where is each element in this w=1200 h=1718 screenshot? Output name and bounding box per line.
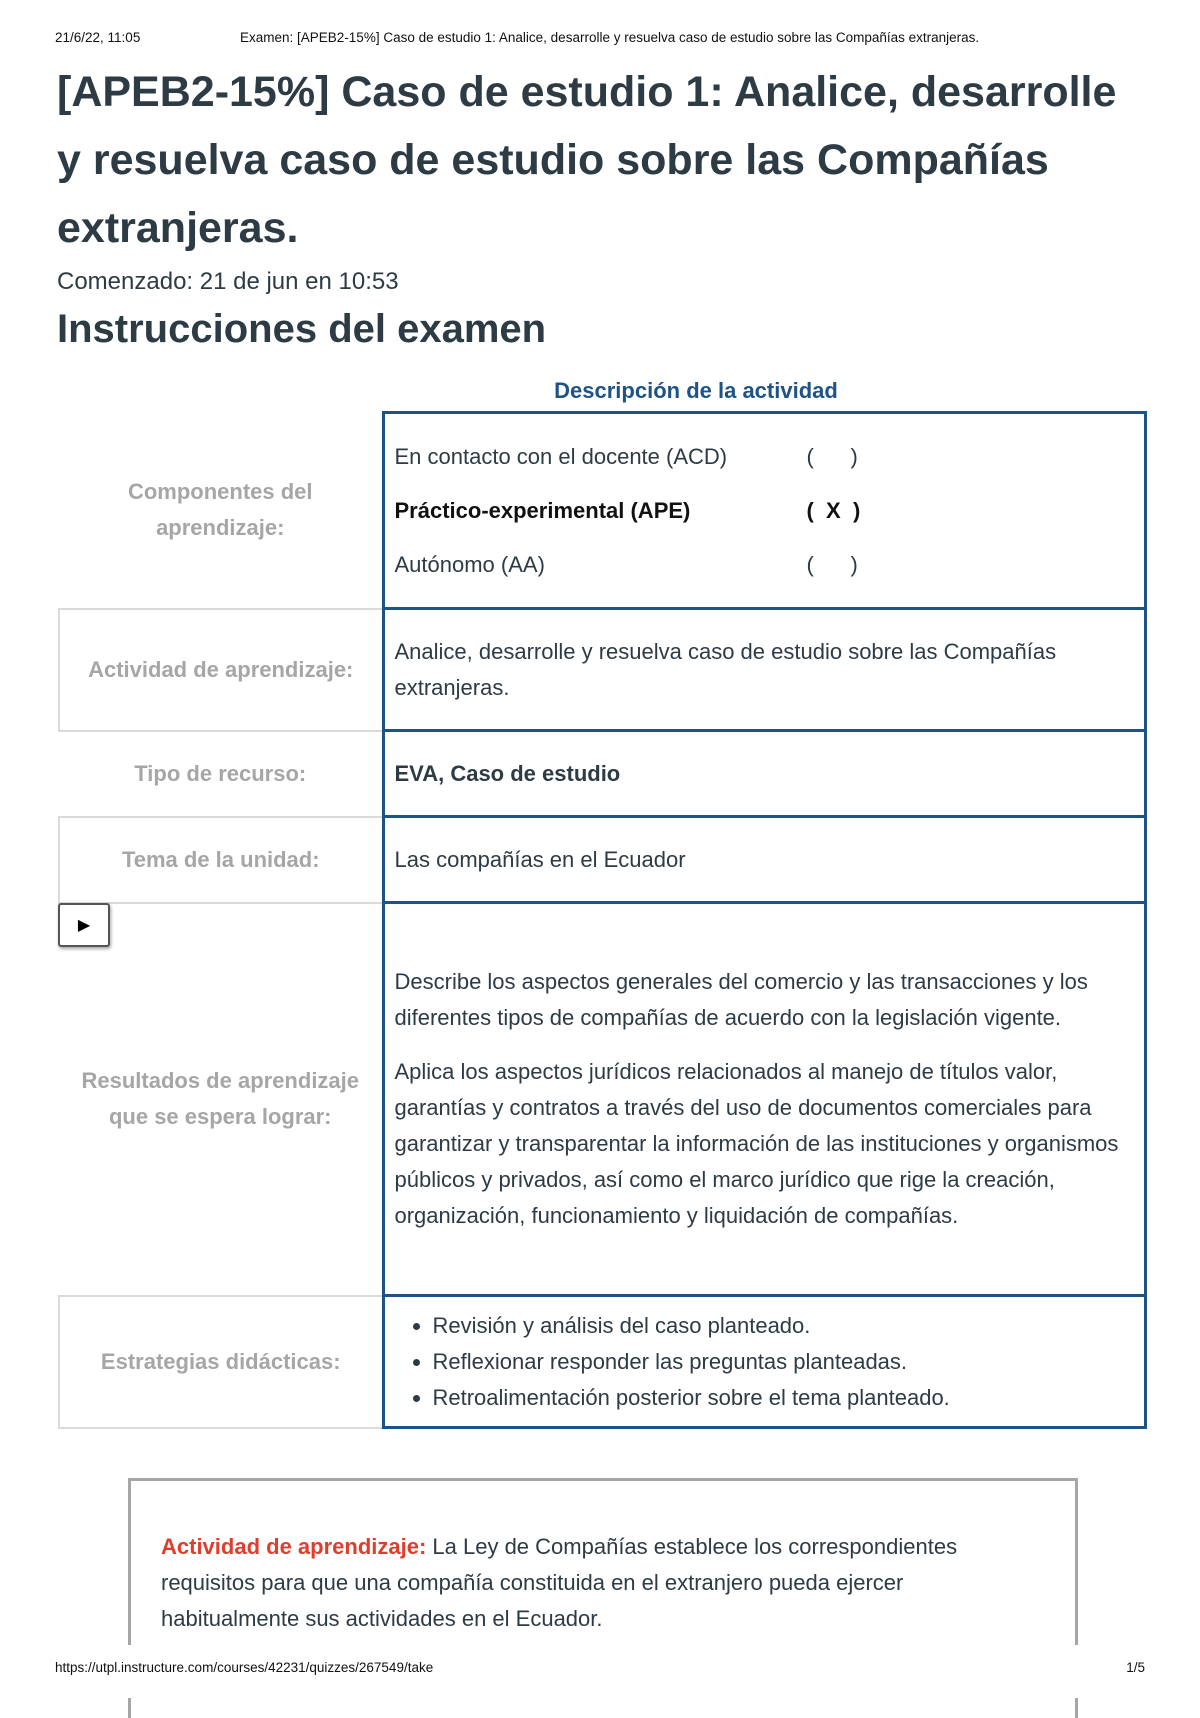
list-item: • Revisión y análisis del caso planteado.	[433, 1308, 1135, 1344]
activity-value: Analice, desarrolle y resuelva caso de estudio sobre las Compañías extranjeras.	[383, 609, 1146, 731]
started-timestamp: Comenzado: 21 de jun en 10:53	[57, 268, 399, 295]
result-paragraph: Aplica los aspectos jurídicos relacionados al manejo de títulos valor, garantías y contratos a través del uso de documentos comerciales para garantizar y transparentar la información de las instituciones y organismos públicos y privados, así como el marco jurídico que rige la creación, organización, funcionamiento y liquidación de compañías.	[394, 1059, 1119, 1228]
components-label: Componentes del aprendizaje:	[127, 479, 313, 540]
component-name: Autónomo (AA)	[394, 551, 545, 577]
result-paragraph: Describe los aspectos generales del comercio y las transacciones y los diferentes tipos de compañías de acuerdo con la legislación vigente.	[394, 969, 1088, 1030]
table-row-strategies	[59, 1296, 1146, 1428]
play-button[interactable]	[58, 903, 110, 947]
activity-label: Actividad de aprendizaje:	[59, 609, 383, 731]
print-document-title: Examen: [APEB2-15%] Caso de estudio 1: Analice, desarrolle y resuelva caso de estudio sobre las Compañías extranjeras.	[240, 30, 980, 45]
instructions-heading: Instrucciones del examen	[57, 307, 547, 351]
component-name: Práctico-experimental (APE)	[394, 497, 691, 523]
component-aa	[395, 538, 1135, 592]
resource-value: EVA, Caso de estudio	[383, 731, 1146, 817]
component-acd	[395, 430, 1135, 484]
list-item: • Reflexionar responder las preguntas planteadas.	[433, 1344, 1135, 1380]
table-row-activity	[59, 609, 1146, 731]
list-item: • Retroalimentación posterior sobre el tema planteado.	[433, 1380, 1135, 1416]
results-cell	[383, 903, 1146, 1296]
components-cell	[383, 413, 1146, 609]
table-row-resource	[59, 731, 1146, 817]
unit-value: Las compañías en el Ecuador	[383, 817, 1146, 903]
print-footer	[55, 1660, 1145, 1675]
results-label: Resultados de aprendizaje que se espera lograr:	[81, 1068, 360, 1129]
component-mark: ( X )	[806, 497, 861, 523]
unit-label: Tema de la unidad:	[59, 817, 383, 903]
component-mark: ( )	[806, 551, 858, 577]
activity-description-table	[58, 411, 1147, 1429]
resource-label: Tipo de recurso:	[134, 760, 307, 786]
table-row-unit	[59, 817, 1146, 903]
table-row-results	[59, 903, 1146, 1296]
play-icon: ▶	[77, 917, 91, 934]
activity-description-heading: Descripción de la actividad	[554, 378, 838, 403]
component-name: En contacto con el docente (ACD)	[394, 443, 728, 469]
activity-callout-label: Actividad de aprendizaje:	[161, 1534, 427, 1559]
strategies-list	[395, 1308, 1135, 1416]
print-date: 21/6/22, 11:05	[55, 30, 141, 45]
print-url: https://utpl.instructure.com/courses/42231/quizzes/267549/take	[55, 1660, 434, 1675]
component-mark: ( )	[806, 443, 858, 469]
table-row-components	[59, 413, 1146, 609]
strategies-cell	[383, 1296, 1146, 1428]
strategies-label: Estrategias didácticas:	[59, 1296, 383, 1428]
activity-callout-text: La Ley de Compañías establece los correspondientes requisitos para que una compañía constituida en el extranjero pueda ejercer habitualmente sus actividades en el Ecuador.	[161, 1534, 958, 1631]
component-ape	[395, 484, 1135, 538]
page-title: [APEB2-15%] Caso de estudio 1: Analice, desarrolle y resuelva caso de estudio sobre las Compañías extranjeras.	[57, 68, 1117, 252]
page-number: 1/5	[1126, 1660, 1145, 1675]
